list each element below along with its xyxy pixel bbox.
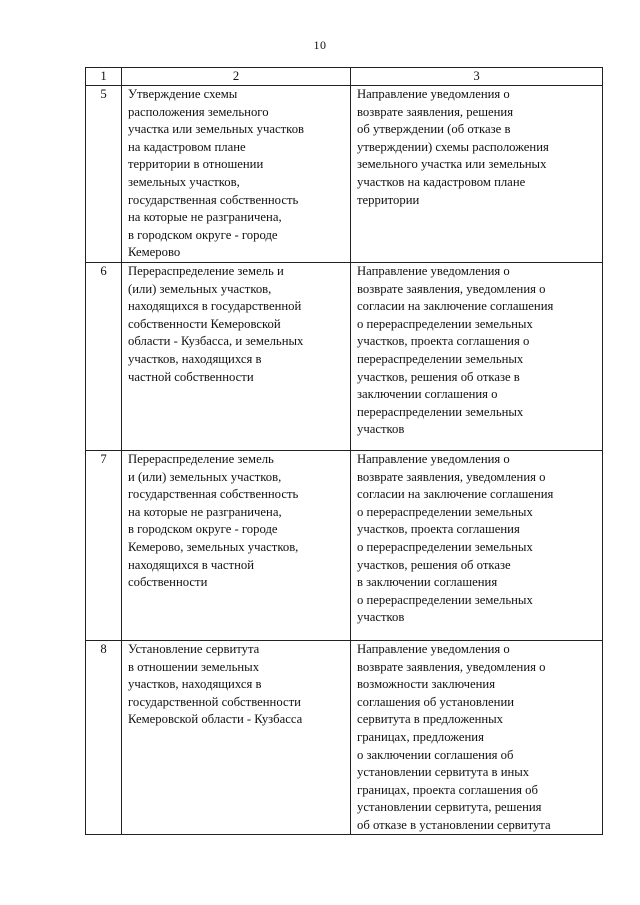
service-result-text: Направление уведомления о возврате заявления, уведомления о возможности заключения соглашения об установлении сервитута в предложенных границах, предложения о заключении соглашения об установлении сервитута в иных границах, проекта соглашения об установлении сервитута, решения об отказе в установлении сервитута	[357, 641, 551, 832]
column-header-1: 1	[86, 68, 122, 86]
service-name-text: Установление сервитута в отношении земельных участков, находящихся в государственной собственности Кемеровской области - Кузбасса	[128, 641, 303, 727]
service-result-cell	[351, 86, 603, 263]
column-header-3: 3	[351, 68, 603, 86]
row-number: 5	[86, 86, 122, 263]
table-row	[86, 450, 603, 640]
table-row	[86, 262, 603, 450]
services-table	[85, 67, 603, 835]
service-name-cell	[122, 450, 351, 640]
service-result-cell	[351, 640, 603, 835]
service-result-cell	[351, 262, 603, 450]
row-number: 8	[86, 640, 122, 835]
service-result-text: Направление уведомления о возврате заявления, уведомления о согласии на заключение соглашения о перераспределении земельных участков, проекта соглашения о перераспределении земельных участков, решения об отказе в заключении соглашения о перераспределении земельных участков	[357, 263, 554, 437]
service-name-text: Утверждение схемы расположения земельного участка или земельных участков на кадастровом плане территории в отношении земельных участков, государственная собственность на которые не разграничена, в городском округе - городе Кемерово	[128, 87, 305, 260]
service-result-text: Направление уведомления о возврате заявления, решения об утверждении (об отказе в утверждении) схемы расположения земельного участка или земельных участков на кадастровом плане территории	[357, 87, 549, 207]
service-name-text: Перераспределение земель и (или) земельных участков, находящихся в государственной собственности Кемеровской области - Кузбасса, и земельных участков, находящихся в частной собственности	[128, 263, 304, 384]
row-number: 7	[86, 450, 122, 640]
table-row	[86, 640, 603, 835]
table-header-row	[86, 68, 603, 86]
page-number: 10	[313, 38, 327, 52]
service-name-cell	[122, 640, 351, 835]
service-name-cell	[122, 262, 351, 450]
column-header-2: 2	[122, 68, 351, 86]
service-name-text: Перераспределение земель и (или) земельных участков, государственная собственность на которые не разграничена, в городском округе - городе Кемерово, земельных участков, находящихся в частной собственности	[128, 451, 299, 590]
table-row	[86, 86, 603, 263]
service-result-text: Направление уведомления о возврате заявления, уведомления о согласии на заключение соглашения о перераспределении земельных участков, проекта соглашения о перераспределении земельных участков, решения об отказе в заключении соглашения о перераспределении земельных участков	[357, 451, 554, 625]
service-name-cell	[122, 86, 351, 263]
row-number: 6	[86, 262, 122, 450]
service-result-cell	[351, 450, 603, 640]
